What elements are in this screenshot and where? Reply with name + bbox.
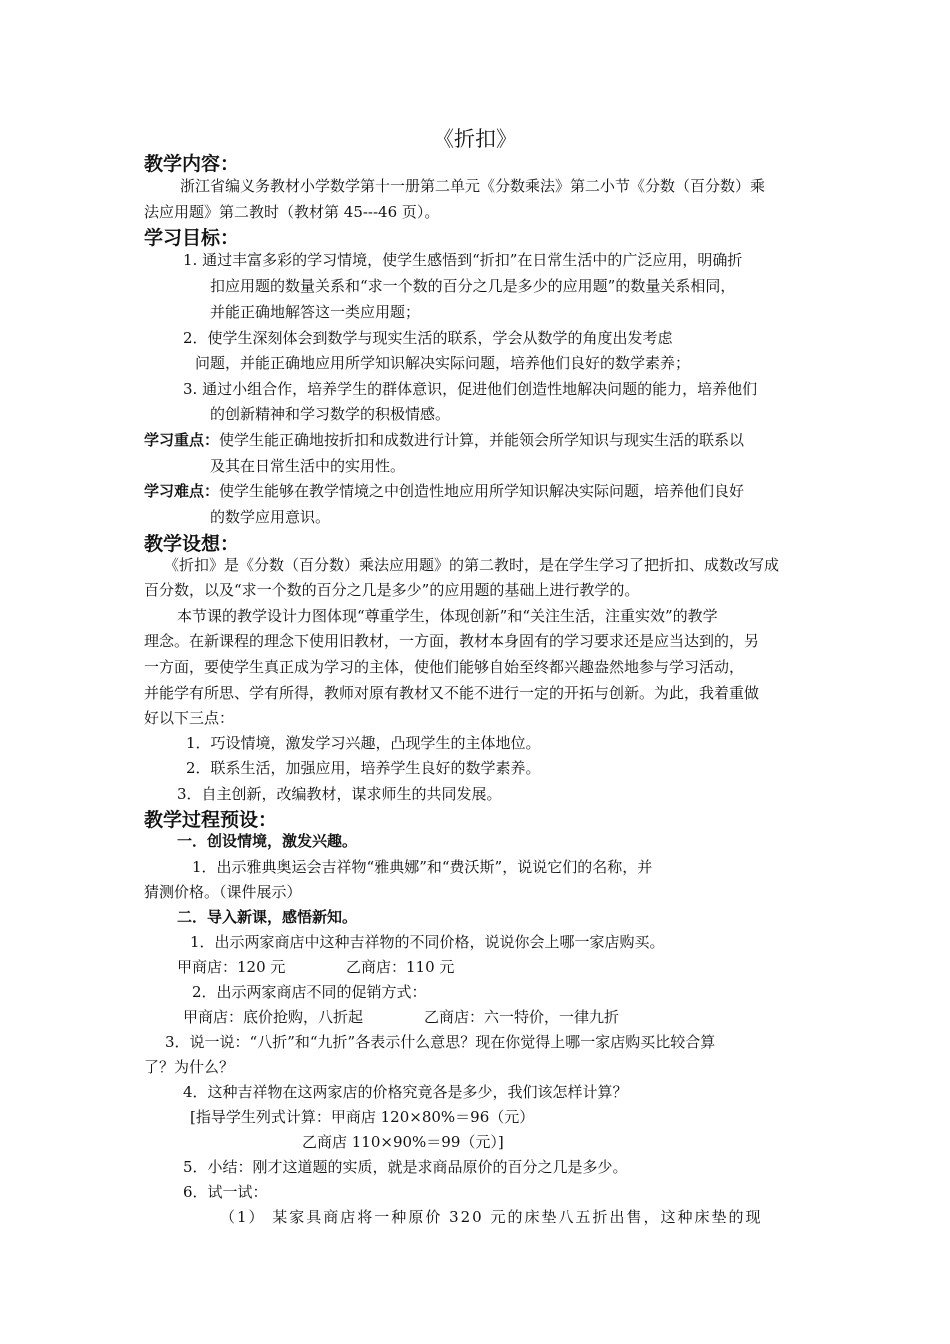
focus-line <box>144 430 744 450</box>
design-line: 百分数，以及“求一个数的百分之几是多少”的应用题的基础上进行教学的。 <box>144 581 640 599</box>
design-line: 《折扣》是《分数（百分数）乘法应用题》的第二教时，是在学生学习了把折扣、成数改写成 <box>164 556 780 574</box>
goal-line: 并能正确地解答这一类应用题； <box>210 303 421 321</box>
difficulty-line: 的数学应用意识。 <box>210 508 331 526</box>
shop-b-promo: 乙商店：六一特价，一律九折 <box>424 1008 620 1026</box>
process-part-1: 一．创设情境，激发兴趣。 <box>177 832 358 850</box>
design-point: 2．联系生活，加强应用，培养学生良好的数学素养。 <box>186 759 541 777</box>
content-line: 法应用题》第二教时（教材第 45---46 页）。 <box>144 203 440 221</box>
process-line: 5．小结：刚才这道题的实质，就是求商品原价的百分之几是多少。 <box>183 1158 628 1176</box>
section-heading-design: 教学设想： <box>144 533 240 555</box>
design-line: 理念。在新课程的理念下使用旧教材，一方面，教材本身固有的学习要求还是应当达到的，另 <box>144 632 760 650</box>
goal-line: 1. 通过丰富多彩的学习情境，使学生感悟到“折扣”在日常生活中的广泛应用，明确折 <box>183 251 743 269</box>
goal-line: 的创新精神和学习数学的积极情感。 <box>210 405 451 423</box>
focus-text: 使学生能正确地按折扣和成数进行计算，并能领会所学知识与现实生活的联系以 <box>219 431 745 449</box>
process-line: 猜测价格。（课件展示） <box>144 883 302 901</box>
focus-label: 学习重点： <box>144 431 220 449</box>
goal-line: 问题，并能正确地应用所学知识解决实际问题，培养他们良好的数学素养； <box>195 354 691 372</box>
focus-line: 及其在日常生活中的实用性。 <box>210 457 406 475</box>
process-line: 2．出示两家商店不同的促销方式： <box>192 983 427 1001</box>
shop-a-price: 甲商店：120 元 <box>177 958 286 976</box>
design-line: 一方面，要使学生真正成为学习的主体，使他们能够自始至终都兴趣盎然地参与学习活动， <box>144 658 745 676</box>
process-line: 4．这种吉祥物在这两家店的价格究竟各是多少，我们该怎样计算？ <box>183 1083 628 1101</box>
section-heading-content: 教学内容： <box>144 153 240 175</box>
goal-line: 2．使学生深刻体会到数学与现实生活的联系，学会从数学的角度出发考虑 <box>183 329 673 347</box>
process-line: 了？为什么？ <box>144 1058 235 1076</box>
exercise-line: （1） 某家具商店将一种原价 320 元的床垫八五折出售，这种床垫的现 <box>220 1208 763 1226</box>
process-part-2: 二．导入新课，感悟新知。 <box>177 908 358 926</box>
design-point: 3．自主创新，改编教材，谋求师生的共同发展。 <box>177 785 502 803</box>
goal-line: 3. 通过小组合作，培养学生的群体意识，促进他们创造性地解决问题的能力，培养他们 <box>183 380 758 398</box>
design-point: 1．巧设情境，激发学习兴趣，凸现学生的主体地位。 <box>186 734 541 752</box>
design-line: 好以下三点： <box>144 709 235 727</box>
design-line: 本节课的教学设计力图体现“尊重学生，体现创新”和“关注生活，注重实效”的教学 <box>177 607 718 625</box>
process-line: 6．试一试： <box>183 1183 268 1201</box>
difficulty-text: 使学生能够在教学情境之中创造性地应用所学知识解决实际问题，培养他们良好 <box>219 482 745 500</box>
difficulty-line <box>144 481 744 501</box>
calc-shop-a: [指导学生列式计算：甲商店 120×80%＝96（元） <box>190 1108 535 1126</box>
design-line: 并能学有所思、学有所得，教师对原有教材又不能不进行一定的开拓与创新。为此，我着重做 <box>144 684 760 702</box>
section-heading-process: 教学过程预设： <box>144 809 278 831</box>
shop-a-promo: 甲商店：底价抢购，八折起 <box>183 1008 364 1026</box>
shop-b-price: 乙商店：110 元 <box>346 958 455 976</box>
section-heading-goals: 学习目标： <box>144 227 240 249</box>
content-line: 浙江省编义务教材小学数学第十一册第二单元《分数乘法》第二小节《分数（百分数）乘 <box>180 177 766 195</box>
document-title: 《折扣》 <box>433 127 517 151</box>
calc-shop-b: 乙商店 110×90%＝99（元）] <box>302 1133 504 1151</box>
process-line: 1．出示两家商店中这种吉祥物的不同价格，说说你会上哪一家店购买。 <box>190 933 665 951</box>
process-line: 3．说一说：“八折”和“九折”各表示什么意思？现在你觉得上哪一家店购买比较合算 <box>165 1033 716 1051</box>
process-line: 1．出示雅典奥运会吉祥物“雅典娜”和“费沃斯”，说说它们的名称，并 <box>192 858 653 876</box>
goal-line: 扣应用题的数量关系和“求一个数的百分之几是多少的应用题”的数量关系相同， <box>210 277 736 295</box>
difficulty-label: 学习难点： <box>144 482 220 500</box>
